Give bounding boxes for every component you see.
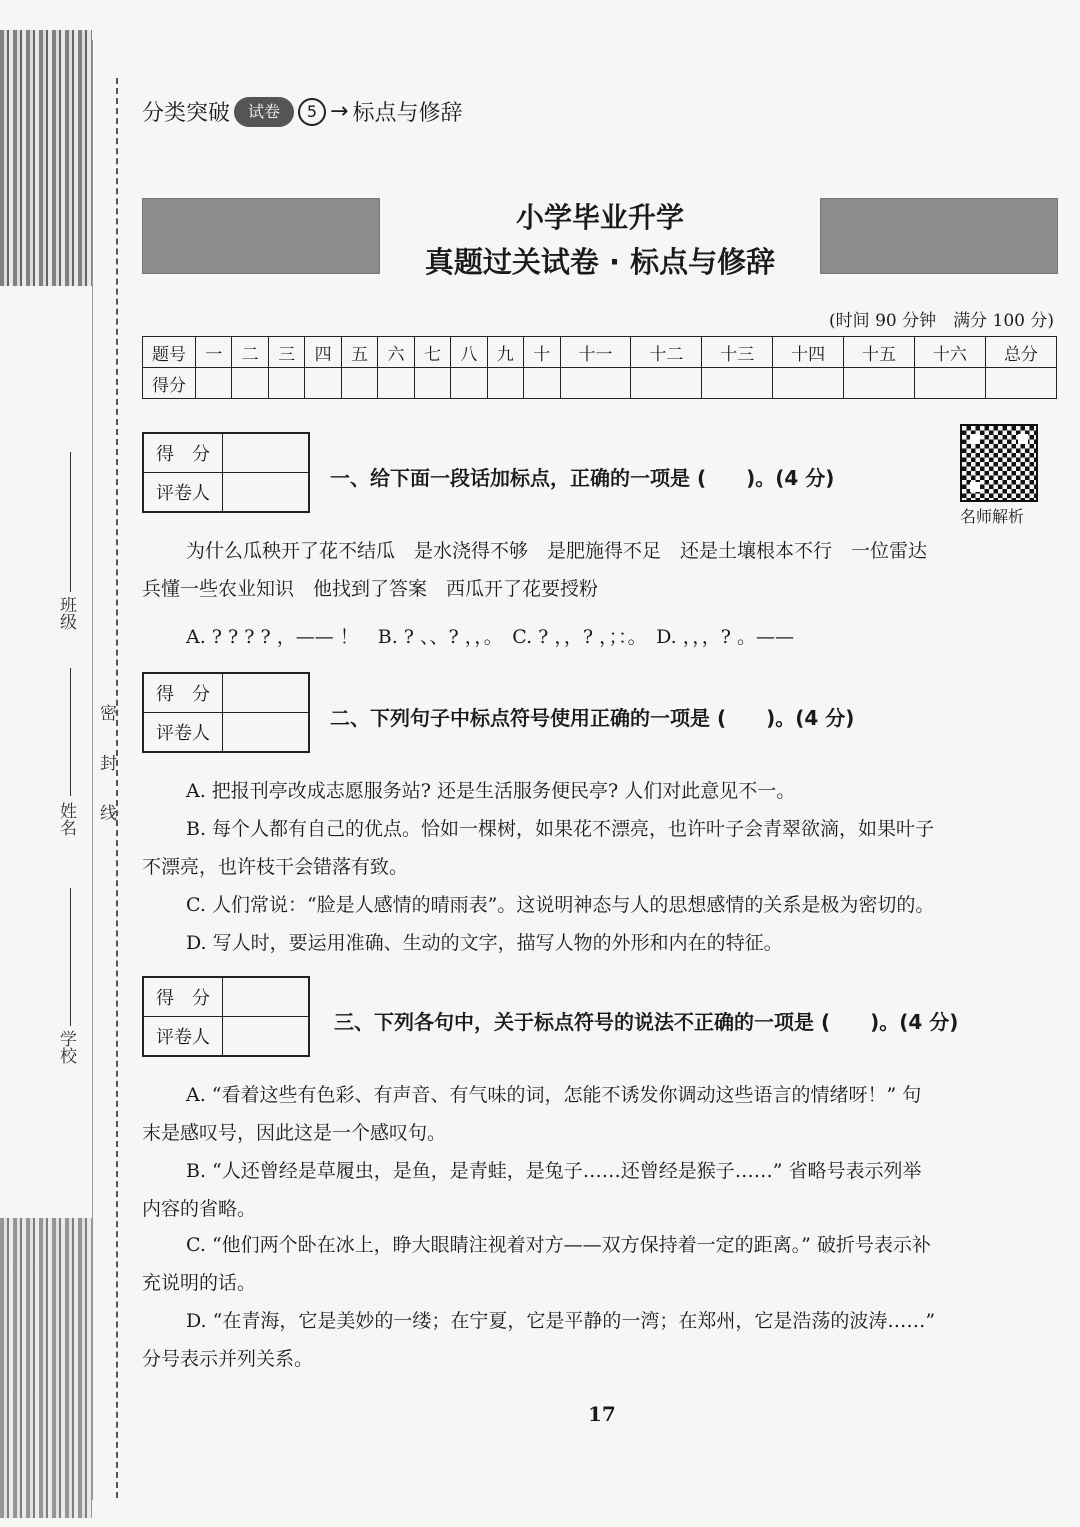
score-cell[interactable] <box>196 368 232 399</box>
school-label: 学校 <box>56 1030 76 1064</box>
name-write-line <box>70 668 71 796</box>
q3-option-a-line2: 末是感叹号，因此这是一个感叹句。 <box>142 1122 447 1144</box>
class-label: 班级 <box>56 596 76 630</box>
q2-option-c: C. 人们常说：“脸是人感情的晴雨表”。这说明神态与人的思想感情的关系是极为密切的。 <box>186 894 935 916</box>
score-label: 得 分 <box>144 674 223 712</box>
score-cell[interactable] <box>560 368 631 399</box>
score-row-label: 得分 <box>143 368 196 399</box>
score-cell[interactable] <box>414 368 450 399</box>
score-table-score-row <box>143 368 1057 399</box>
section-header <box>142 96 462 127</box>
q1-options: A. ? ? ? ? ，—— ！ B. ? 、、? ，，。 C. ? ，，? ，；：。 D. ，，，? 。—— <box>186 626 794 648</box>
score-cell[interactable] <box>378 368 414 399</box>
score-table-question-cell: 十六 <box>914 337 985 368</box>
q1-title: 一、给下面一段话加标点，正确的一项是 ( )。(4 分) <box>330 466 835 490</box>
grader-label: 评卷人 <box>144 1017 223 1055</box>
score-table-question-cell: 十五 <box>844 337 915 368</box>
time-note: (时间 90 分钟 满分 100 分) <box>829 311 1054 331</box>
q2-option-a: A. 把报刊亭改成志愿服务站? 还是生活服务便民亭? 人们对此意见不一。 <box>186 780 796 802</box>
score-table-header-label: 题号 <box>143 337 196 368</box>
q2-option-b-line1: B. 每个人都有自己的优点。恰如一棵树，如果花不漂亮，也许叶子会青翠欲滴，如果叶子 <box>186 818 935 840</box>
score-cell[interactable] <box>844 368 915 399</box>
q3-scorebox <box>142 976 310 1057</box>
q2-option-d: D. 写人时，要运用准确、生动的文字，描写人物的外形和内在的特征。 <box>186 932 783 954</box>
score-table-question-cell: 八 <box>451 337 487 368</box>
q2-scorebox <box>142 672 310 753</box>
q3-option-b-line1: B. “人还曾经是草履虫，是鱼，是青蛙，是兔子……还曾经是猴子……” 省略号表示列举 <box>186 1160 922 1182</box>
q3-option-a-line1: A. “看着这些有色彩、有声音、有气味的词，怎能不诱发你调动这些语言的情绪呀！” 句 <box>186 1084 922 1106</box>
q3-option-c-line1: C. “他们两个卧在冰上，睁大眼睛注视着对方——双方保持着一定的距离。” 破折号表示补 <box>186 1234 931 1256</box>
score-label: 得 分 <box>144 434 223 472</box>
q3-title: 三、下列各句中，关于标点符号的说法不正确的一项是 ( )。(4 分) <box>334 1010 959 1034</box>
header-topic: 标点与修辞 <box>352 101 463 126</box>
q3-option-d-line2: 分号表示并列关系。 <box>142 1348 314 1370</box>
score-cell[interactable] <box>487 368 523 399</box>
score-cell[interactable] <box>631 368 702 399</box>
grader-label: 评卷人 <box>144 473 223 511</box>
score-cell[interactable] <box>702 368 773 399</box>
score-table-question-cell: 五 <box>341 337 377 368</box>
score-cell[interactable] <box>914 368 985 399</box>
score-cell[interactable] <box>524 368 560 399</box>
title-line2: 真题过关试卷 · 标点与修辞 <box>424 245 776 279</box>
score-cell[interactable] <box>773 368 844 399</box>
exam-number: 5 <box>298 98 326 126</box>
score-cell[interactable] <box>268 368 304 399</box>
arrow-icon: → <box>330 99 349 124</box>
page-number: 17 <box>588 1402 616 1426</box>
q1-passage-line1: 为什么瓜秧开了花不结瓜 是水浇得不够 是肥施得不足 还是土壤根本不行 一位雷达 <box>186 540 928 562</box>
score-cell[interactable] <box>232 368 268 399</box>
left-grey-block <box>142 198 380 274</box>
scan-edge-bottom <box>0 1218 92 1518</box>
score-table-question-cell: 四 <box>305 337 341 368</box>
score-table-question-cell: 六 <box>378 337 414 368</box>
score-table-question-cell: 九 <box>487 337 523 368</box>
score-table-question-cell: 十四 <box>773 337 844 368</box>
score-cell[interactable] <box>451 368 487 399</box>
score-cell[interactable] <box>985 368 1056 399</box>
qr-label: 名师解析 <box>960 507 1025 526</box>
right-grey-block <box>820 198 1058 274</box>
title-line1: 小学毕业升学 <box>515 201 684 234</box>
score-table-question-cell: 十一 <box>560 337 631 368</box>
grader-label: 评卷人 <box>144 713 223 751</box>
seal-line-label: 密 封 线 <box>96 704 116 829</box>
score-cell[interactable] <box>341 368 377 399</box>
score-table-question-cell: 十二 <box>631 337 702 368</box>
q1-passage-line2: 兵懂一些农业知识 他找到了答案 西瓜开了花要授粉 <box>142 578 599 600</box>
score-table-question-cell: 三 <box>268 337 304 368</box>
q3-option-d-line1: D. “在青海，它是美妙的一缕；在宁夏，它是平静的一湾；在郑州，它是浩荡的波涛……” <box>186 1310 936 1332</box>
score-table <box>142 336 1057 399</box>
scan-edge-top <box>0 30 92 286</box>
score-table-question-cell: 二 <box>232 337 268 368</box>
q2-title: 二、下列句子中标点符号使用正确的一项是 ( )。(4 分) <box>330 706 855 730</box>
score-table-question-cell: 七 <box>414 337 450 368</box>
binding-edge-line <box>92 40 93 1500</box>
seal-badge: 试卷 <box>234 97 294 127</box>
q1-scorebox <box>142 432 310 513</box>
q2-option-b-line2: 不漂亮，也许枝干会错落有致。 <box>142 856 409 878</box>
score-cell[interactable] <box>305 368 341 399</box>
score-table-question-cell: 十三 <box>702 337 773 368</box>
class-write-line <box>70 452 71 592</box>
score-table-header-row <box>143 337 1057 368</box>
score-label: 得 分 <box>144 978 223 1016</box>
q3-option-c-line2: 充说明的话。 <box>142 1272 257 1294</box>
score-table-question-cell: 总分 <box>985 337 1056 368</box>
score-table-question-cell: 十 <box>524 337 560 368</box>
header-prefix: 分类突破 <box>142 101 231 126</box>
qr-code-icon[interactable] <box>960 424 1038 502</box>
name-label: 姓名 <box>56 802 76 836</box>
score-table-question-cell: 一 <box>196 337 232 368</box>
q3-option-b-line2: 内容的省略。 <box>142 1198 257 1220</box>
school-write-line <box>70 888 71 1026</box>
